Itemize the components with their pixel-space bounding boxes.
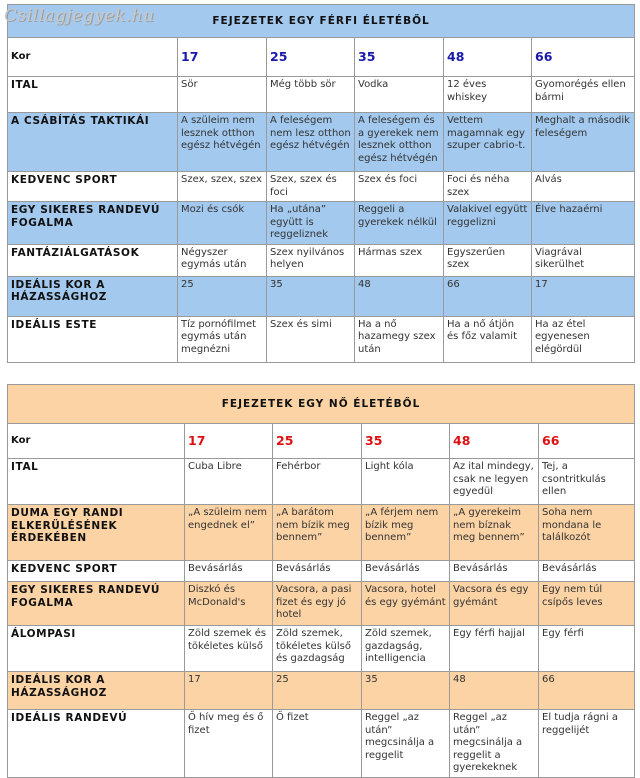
table-cell: Foci és néha szex bbox=[444, 172, 532, 202]
women-row-duma bbox=[8, 505, 635, 561]
table-cell: Ha az étel egyenesen elégördül bbox=[532, 316, 635, 362]
men-row-hazassag bbox=[8, 276, 635, 316]
table-cell: „A barátom nem bízik meg bennem” bbox=[273, 505, 362, 561]
women-row-ital bbox=[8, 459, 635, 505]
table-cell: Fehérbor bbox=[273, 459, 362, 505]
table-cell: 12 éves whiskey bbox=[444, 77, 532, 113]
table-cell: Mozi és csók bbox=[178, 202, 267, 245]
table-cell: 66 bbox=[444, 276, 532, 316]
table-cell: A feleségem nem lesz otthon egész hétvégén bbox=[267, 113, 355, 172]
table-cell: Szex, szex, szex bbox=[178, 172, 267, 202]
table-cell: Zöld szemek, tökéletes külső és gazdagság bbox=[273, 626, 362, 672]
table-cell: Reggel „az után” megcsinálja a reggelit a gyerekeknek bbox=[450, 710, 539, 778]
men-row-fantazia bbox=[8, 244, 635, 276]
table-cell: Bevásárlás bbox=[450, 561, 539, 582]
row-label: IDEÁLIS ESTE bbox=[8, 316, 178, 362]
table-cell: Ha „utána” együtt is reggeliznek bbox=[267, 202, 355, 245]
women-life-table bbox=[7, 384, 635, 778]
table-cell: 17 bbox=[185, 672, 273, 710]
men-age-48: 48 bbox=[444, 38, 532, 77]
row-label: EGY SIKERES RANDEVÚ FOGALMA bbox=[8, 202, 178, 245]
table-cell: Tíz pornófilmet egymás után megnézni bbox=[178, 316, 267, 362]
row-label: IDEÁLIS KOR A HÁZASSÁGHOZ bbox=[8, 276, 178, 316]
row-label: EGY SIKERES RANDEVÚ FOGALMA bbox=[8, 582, 185, 626]
table-cell: Viagrával sikerülhet bbox=[532, 244, 635, 276]
table-cell: Szex nyilvános helyen bbox=[267, 244, 355, 276]
women-row-alompasi bbox=[8, 626, 635, 672]
men-age-17: 17 bbox=[178, 38, 267, 77]
site-watermark: Csillagjegyek.hu bbox=[4, 6, 155, 26]
table-cell: Szex és simi bbox=[267, 316, 355, 362]
table-cell: Bevásárlás bbox=[185, 561, 273, 582]
table-cell: 48 bbox=[355, 276, 444, 316]
table-cell: A szüleim nem lesznek otthon egész hétvégén bbox=[178, 113, 267, 172]
table-cell: Hármas szex bbox=[355, 244, 444, 276]
table-cell: Élve hazaérni bbox=[532, 202, 635, 245]
women-age-row bbox=[8, 424, 635, 459]
row-label: IDEÁLIS KOR A HÁZASSÁGHOZ bbox=[8, 672, 185, 710]
table-cell: 17 bbox=[532, 276, 635, 316]
men-age-25: 25 bbox=[267, 38, 355, 77]
table-cell: Vodka bbox=[355, 77, 444, 113]
table-cell: A feleségem és a gyerekek nem lesznek otthon egész hétvégén bbox=[355, 113, 444, 172]
table-cell: Vacsora és egy gyémánt bbox=[450, 582, 539, 626]
row-label: ITAL bbox=[8, 459, 185, 505]
men-row-csabitas bbox=[8, 113, 635, 172]
table-cell: 25 bbox=[273, 672, 362, 710]
women-title-row bbox=[8, 385, 635, 424]
row-label: A CSÁBÍTÁS TAKTIKÁI bbox=[8, 113, 178, 172]
women-age-35: 35 bbox=[362, 424, 450, 459]
table-cell: 66 bbox=[539, 672, 635, 710]
table-cell: Még több sör bbox=[267, 77, 355, 113]
table-cell: El tudja rágni a reggelijét bbox=[539, 710, 635, 778]
men-row-ital bbox=[8, 77, 635, 113]
table-cell: 35 bbox=[267, 276, 355, 316]
table-cell: Cuba Libre bbox=[185, 459, 273, 505]
table-cell: Tej, a csontritkulás ellen bbox=[539, 459, 635, 505]
table-cell: Négyszer egymás után bbox=[178, 244, 267, 276]
table-cell: Bevásárlás bbox=[273, 561, 362, 582]
men-row-randevu bbox=[8, 202, 635, 245]
table-cell: Egyszerűen szex bbox=[444, 244, 532, 276]
women-age-25: 25 bbox=[273, 424, 362, 459]
table-cell: „A szüleim nem engednek el” bbox=[185, 505, 273, 561]
row-label: FANTÁZIÁLGATÁSOK bbox=[8, 244, 178, 276]
women-age-label: Kor bbox=[8, 424, 185, 459]
table-cell: Ő fizet bbox=[273, 710, 362, 778]
men-life-table bbox=[7, 4, 635, 363]
row-label: KEDVENC SPORT bbox=[8, 561, 185, 582]
row-label: ÁLOMPASI bbox=[8, 626, 185, 672]
men-age-35: 35 bbox=[355, 38, 444, 77]
table-cell: Valakivel együtt reggelizni bbox=[444, 202, 532, 245]
table-cell: Szex, szex és foci bbox=[267, 172, 355, 202]
table-cell: Vettem magamnak egy szuper cabrio-t. bbox=[444, 113, 532, 172]
table-cell: Egy nem túl csípős leves bbox=[539, 582, 635, 626]
men-row-este bbox=[8, 316, 635, 362]
table-cell: Zöld szemek, gazdagság, intelligencia bbox=[362, 626, 450, 672]
row-label: ITAL bbox=[8, 77, 178, 113]
men-age-66: 66 bbox=[532, 38, 635, 77]
table-cell: Egy férfi hajjal bbox=[450, 626, 539, 672]
row-label: IDEÁLIS RANDEVÚ bbox=[8, 710, 185, 778]
women-row-randevu bbox=[8, 582, 635, 626]
table-cell: Bevásárlás bbox=[362, 561, 450, 582]
row-label: KEDVENC SPORT bbox=[8, 172, 178, 202]
women-row-idealis-randevu bbox=[8, 710, 635, 778]
table-cell: „A gyerekeim nem bíznak meg bennem” bbox=[450, 505, 539, 561]
table-cell: Meghalt a második feleségem bbox=[532, 113, 635, 172]
table-cell: Diszkó és McDonald's bbox=[185, 582, 273, 626]
table-cell: 35 bbox=[362, 672, 450, 710]
table-cell: Bevásárlás bbox=[539, 561, 635, 582]
table-cell: Szex és foci bbox=[355, 172, 444, 202]
table-cell: Zöld szemek és tökéletes külső bbox=[185, 626, 273, 672]
table-cell: Vacsora, hotel és egy gyémánt bbox=[362, 582, 450, 626]
table-cell: Reggeli a gyerekek nélkül bbox=[355, 202, 444, 245]
table-cell: Az ital mindegy, csak ne legyen egyedül bbox=[450, 459, 539, 505]
table-cell: Ő hív meg és ő fizet bbox=[185, 710, 273, 778]
women-age-17: 17 bbox=[185, 424, 273, 459]
table-cell: Alvás bbox=[532, 172, 635, 202]
table-cell: Egy férfi bbox=[539, 626, 635, 672]
table-cell: Ha a nő hazamegy szex után bbox=[355, 316, 444, 362]
table-cell: Vacsora, a pasi fizet és egy jó hotel bbox=[273, 582, 362, 626]
table-cell: 25 bbox=[178, 276, 267, 316]
men-age-label: Kor bbox=[8, 38, 178, 77]
men-table-title: FEJEZETEK EGY FÉRFI ÉLETÉBŐL bbox=[8, 5, 635, 38]
men-age-row bbox=[8, 38, 635, 77]
row-label: DUMA EGY RANDI ELKERÜLÉSÉNEK ÉRDEKÉBEN bbox=[8, 505, 185, 561]
table-cell: Reggel „az után” megcsinálja a reggelit bbox=[362, 710, 450, 778]
women-table-title: FEJEZETEK EGY NŐ ÉLETÉBŐL bbox=[8, 385, 635, 424]
women-age-66: 66 bbox=[539, 424, 635, 459]
table-cell: Soha nem mondana le találkozót bbox=[539, 505, 635, 561]
women-age-48: 48 bbox=[450, 424, 539, 459]
table-cell: Light kóla bbox=[362, 459, 450, 505]
table-cell: Sör bbox=[178, 77, 267, 113]
table-cell: 48 bbox=[450, 672, 539, 710]
table-cell: Gyomorégés ellen bármi bbox=[532, 77, 635, 113]
men-row-sport bbox=[8, 172, 635, 202]
women-row-sport bbox=[8, 561, 635, 582]
table-cell: „A férjem nem bízik meg bennem” bbox=[362, 505, 450, 561]
table-cell: Ha a nő átjön és főz valamit bbox=[444, 316, 532, 362]
women-row-hazassag bbox=[8, 672, 635, 710]
